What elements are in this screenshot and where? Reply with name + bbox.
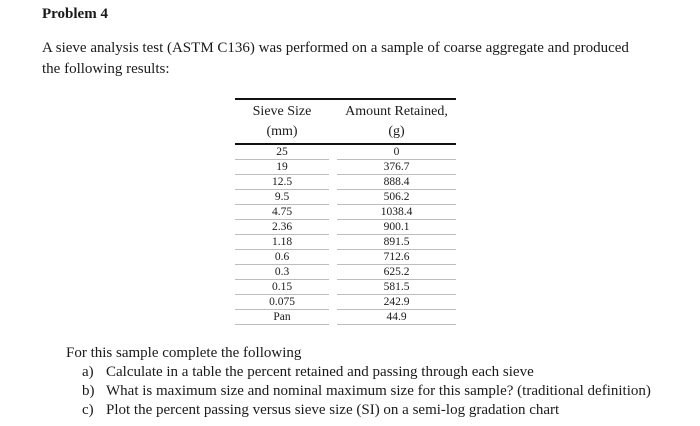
amount-retained-cell: 506.2: [337, 190, 456, 205]
header-sieve-size-unit: (mm): [235, 122, 329, 144]
sieve-analysis-table: [235, 98, 456, 325]
sieve-size-cell: 0.6: [235, 250, 329, 265]
list-item: [66, 401, 651, 420]
sieve-size-cell: 2.36: [235, 220, 329, 235]
table-row: [235, 295, 456, 310]
amount-retained-cell: 1038.4: [337, 205, 456, 220]
header-amount-retained: Amount Retained,: [337, 99, 456, 122]
sieve-size-cell: 0.3: [235, 265, 329, 280]
list-marker: a): [82, 364, 94, 380]
problem-intro: A sieve analysis test (ASTM C136) was performed on a sample of coarse aggregate and produced the following results:: [42, 40, 629, 77]
amount-retained-cell: 376.7: [337, 160, 456, 175]
table-row: [235, 235, 456, 250]
amount-retained-cell: 891.5: [337, 235, 456, 250]
instructions: [66, 344, 651, 420]
sieve-size-cell: 9.5: [235, 190, 329, 205]
table-row: [235, 220, 456, 235]
amount-retained-cell: 712.6: [337, 250, 456, 265]
sieve-size-cell: 12.5: [235, 175, 329, 190]
sieve-size-cell: 4.75: [235, 205, 329, 220]
amount-retained-cell: 581.5: [337, 280, 456, 295]
table-row: [235, 144, 456, 160]
table-row: [235, 175, 456, 190]
instructions-lead: For this sample complete the following: [66, 345, 302, 361]
amount-retained-cell: 0: [337, 144, 456, 160]
amount-retained-cell: 625.2: [337, 265, 456, 280]
sieve-size-cell: 0.15: [235, 280, 329, 295]
table-row: [235, 310, 456, 325]
sieve-size-cell: Pan: [235, 310, 329, 325]
header-amount-retained-unit: (g): [337, 122, 456, 144]
sieve-size-cell: 1.18: [235, 235, 329, 250]
list-item: [66, 382, 651, 401]
sieve-size-cell: 25: [235, 144, 329, 160]
list-marker: c): [82, 402, 94, 418]
table-row: [235, 190, 456, 205]
list-item-text: Plot the percent passing versus sieve size (SI) on a semi-log gradation chart: [106, 402, 560, 418]
list-item-text: Calculate in a table the percent retained and passing through each sieve: [106, 364, 534, 380]
table-row: [235, 250, 456, 265]
table-row: [235, 265, 456, 280]
table-row: [235, 205, 456, 220]
amount-retained-cell: 242.9: [337, 295, 456, 310]
table-row: [235, 280, 456, 295]
header-sieve-size: Sieve Size: [235, 99, 329, 122]
amount-retained-cell: 888.4: [337, 175, 456, 190]
sieve-size-cell: 19: [235, 160, 329, 175]
list-item-text: What is maximum size and nominal maximum size for this sample? (traditional definition): [106, 383, 651, 399]
table-row: [235, 160, 456, 175]
list-marker: b): [82, 383, 95, 399]
sieve-size-cell: 0.075: [235, 295, 329, 310]
list-item: [66, 363, 651, 382]
amount-retained-cell: 900.1: [337, 220, 456, 235]
amount-retained-cell: 44.9: [337, 310, 456, 325]
problem-title: Problem 4: [42, 6, 108, 22]
